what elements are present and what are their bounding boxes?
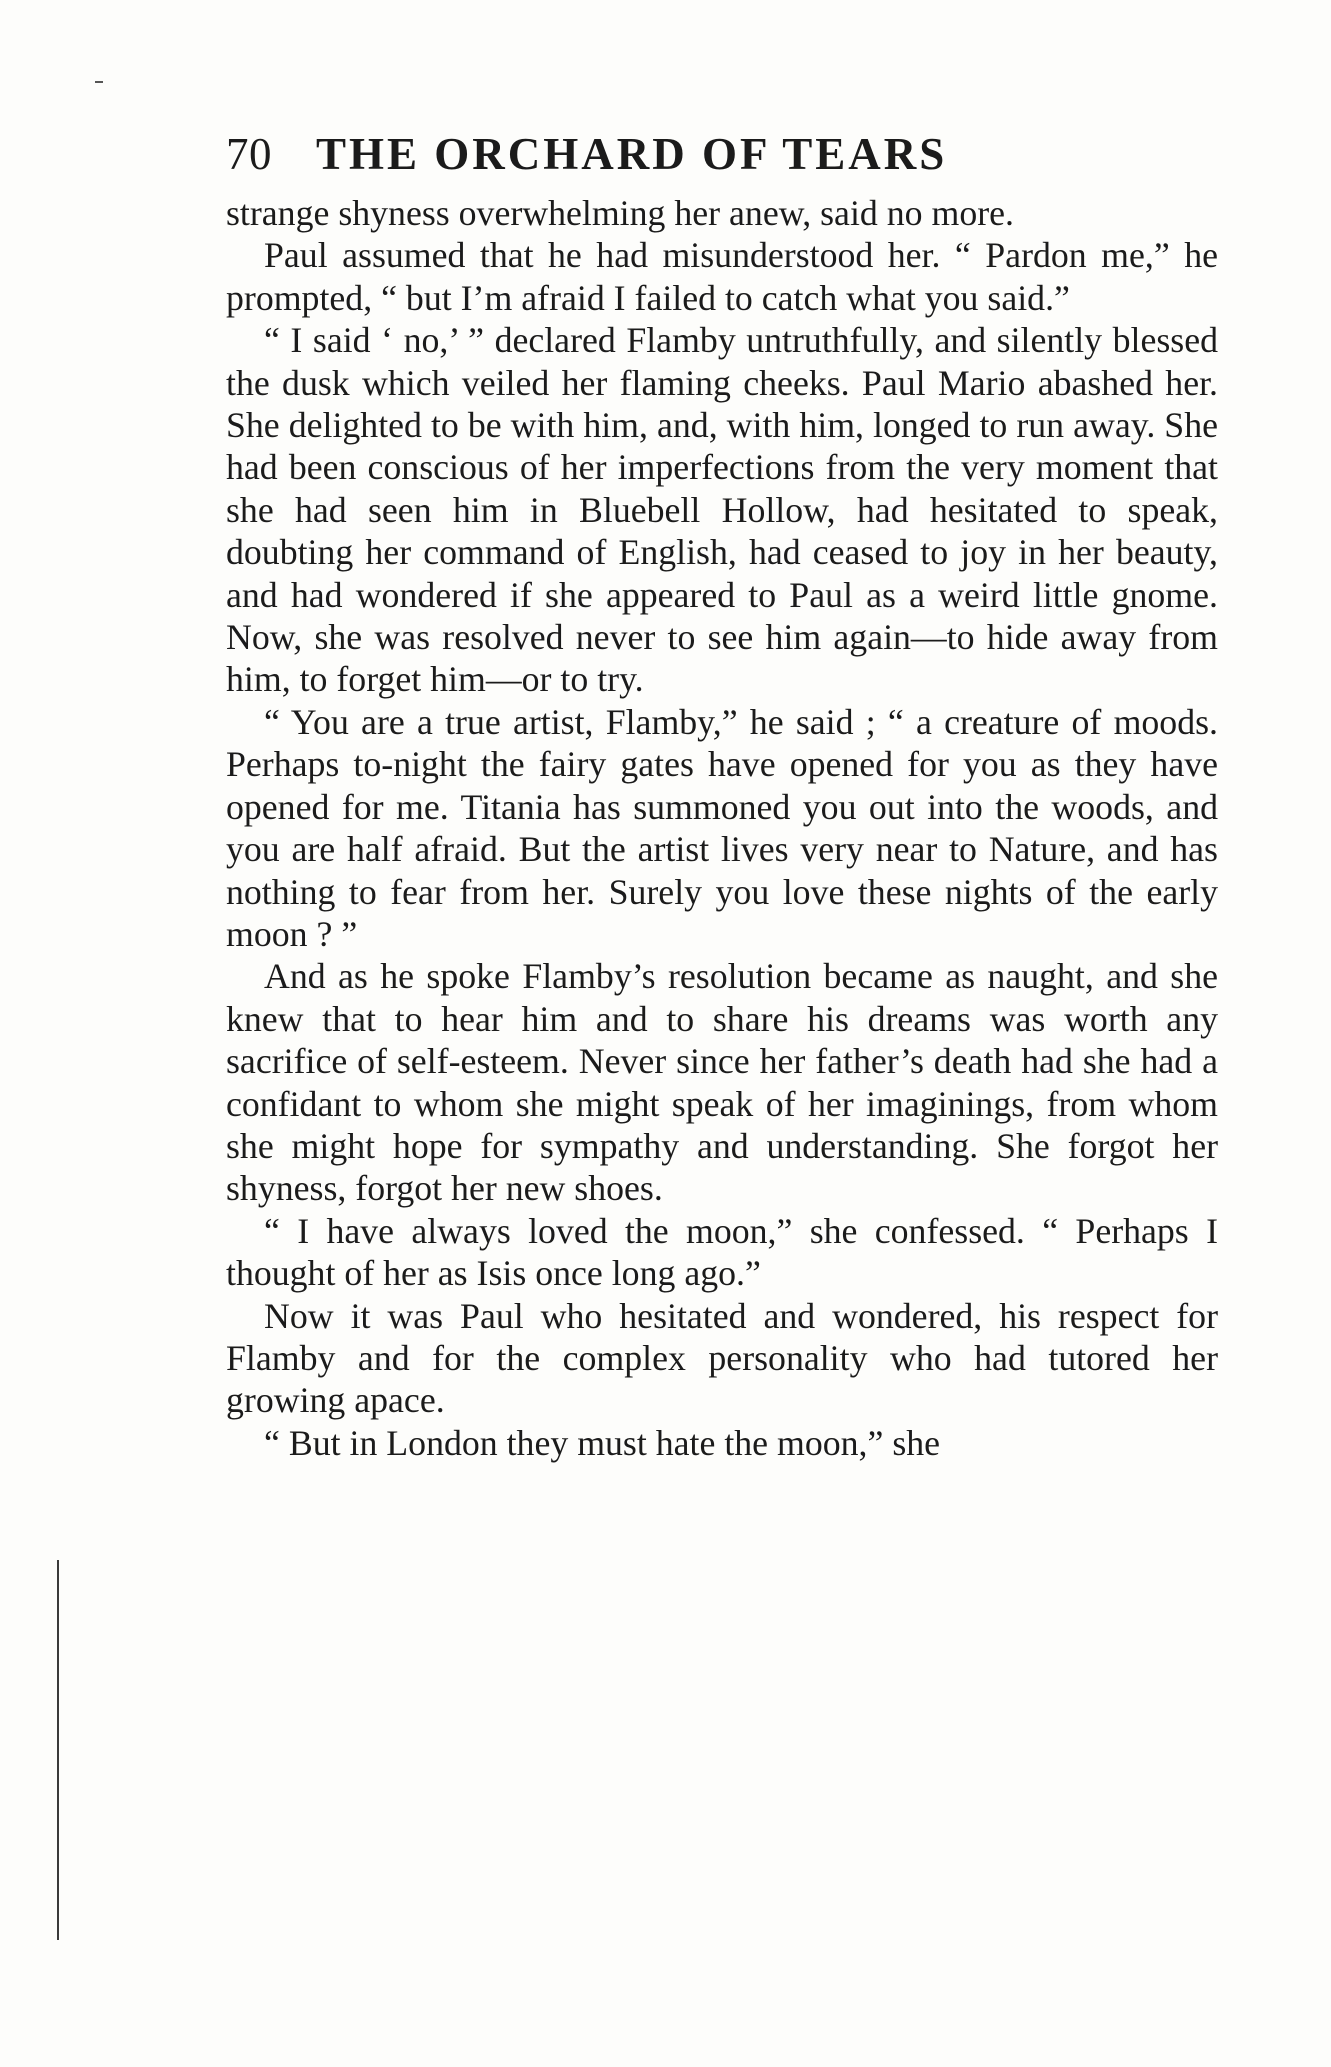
paragraph: And as he spoke Flamby’s resolution became as naught, and she knew that to hear him and to share his dreams was worth any sacrifice of self-esteem. Never since her father’s death had she had a confidant to whom she might speak of her imaginings, from whom she might hope for sympathy and understanding. She forgot her shyness, forgot her new shoes. [226,956,1218,1209]
stray-mark [95,81,103,83]
paragraph: strange shyness overwhelming her anew, said no more. [226,193,1014,233]
running-head [226,128,1218,190]
paragraph: Now it was Paul who hesitated and wondered, his respect for Flamby and for the complex personality who had tutored her growing apace. [226,1295,1218,1421]
paragraph: “ I have always loved the moon,” she confessed. “ Perhaps I thought of her as Isis once long ago.” [226,1210,1218,1294]
paragraph: Paul assumed that he had misunderstood her. “ Pardon me,” he prompted, “ but I’m afraid I failed to catch what you said.” [226,235,1218,318]
margin-line [57,1560,59,1940]
book-title: THE ORCHARD OF TEARS [316,129,948,179]
book-page [226,128,1218,1464]
body-text [226,192,1218,1464]
page-number: 70 [226,129,272,179]
paragraph: “ You are a true artist, Flamby,” he said ; “ a creature of moods. Perhaps to-night the fairy gates have opened for you as they have opened for me. Titania has summoned you out into the woods, and you are half afraid. But the artist lives very near to Nature, and has nothing to fear from her. Surely you love these nights of the early moon ? ” [226,701,1218,954]
paragraph: “ I said ‘ no,’ ” declared Flamby untruthfully, and silently blessed the dusk which veiled her flaming cheeks. Paul Mario abashed her. She delighted to be with him, and, with him, longed to run away. She had been conscious of her imperfections from the very moment that she had seen him in Bluebell Hollow, had hesitated to speak, doubting her command of English, had ceased to joy in her beauty, and had wondered if she appeared to Paul as a weird little gnome. Now, she was resolved never to see him again—to hide away from him, to forget him—or to try. [226,320,1218,700]
paragraph: “ But in London they must hate the moon,” she [264,1422,941,1463]
